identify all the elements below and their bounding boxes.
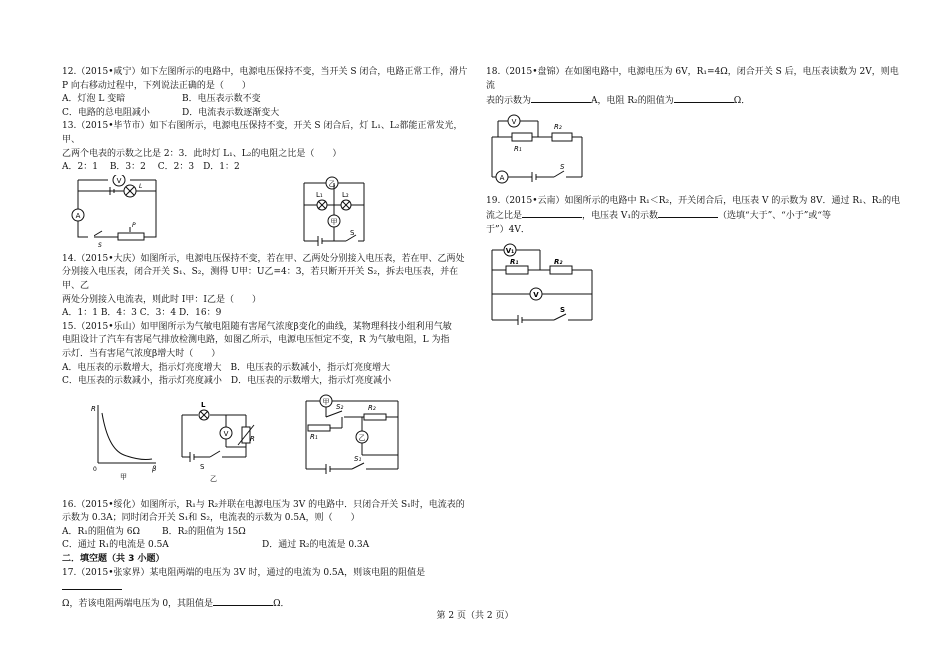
fig13-circuit xyxy=(284,175,384,251)
q15-stem-line3: 示灯．当有害尾气浓度β增大时（ ） xyxy=(62,348,221,359)
fig15b-label-l: L xyxy=(201,400,206,409)
fig19-label-s: S xyxy=(560,305,566,314)
fig14-label-r2: R₂ xyxy=(368,403,376,412)
q19-stem-text3: （选填“大于”、“小于”或“等 xyxy=(717,211,831,222)
fig14-circuit xyxy=(302,393,406,477)
q18-stem-text2: A，电阻 R₂的阻值为 xyxy=(591,96,674,107)
fig14-label-s1: S₁ xyxy=(354,454,362,463)
fig15-caption-jia: 甲 xyxy=(120,472,127,481)
q15-stem-line1: 15.（2015•乐山）如甲图所示为气敏电阻随有害尾气浓度β变化的曲线，某物理科技小组利用气敏 xyxy=(62,321,452,332)
q17-answer-blank2[interactable] xyxy=(213,596,273,606)
q16-stem-line1: 16.（2015•绥化）如图所示，R₁与 R₂并联在电源电压为 3V 的电路中．只闭合开关 S₁时，电流表的 xyxy=(62,499,465,510)
q12-option-d: D．电流表示数逐渐变大 xyxy=(182,107,280,118)
q18-stem-text3: Ω． xyxy=(733,96,751,107)
q16-option-a: A．R₁的阻值为 6Ω xyxy=(62,526,140,537)
q19-stem-text1: 流之比是 xyxy=(486,211,523,222)
fig18-label-r1: R₁ xyxy=(514,144,522,153)
q16-option-d: D．通过 R₂的电流是 0.3A xyxy=(262,540,370,551)
q16-option-b: B．R₂的阻值为 15Ω xyxy=(162,526,246,537)
q13-stem-line2: 乙两个电表的示数之比是 2：3．此时灯 L₁、L₂的电阻之比是（ ） xyxy=(62,148,342,159)
left-column xyxy=(62,66,472,611)
q18-answer-blank1[interactable] xyxy=(531,93,591,103)
q12-option-a: A．灯泡 L 变暗 xyxy=(62,94,126,105)
page-footer: 第 2 页（共 2 页） xyxy=(436,611,514,621)
q19-stem-line3: 于”）4V． xyxy=(486,224,530,235)
figures-12-13 xyxy=(62,175,472,253)
q19-answer-blank2[interactable] xyxy=(658,208,718,218)
fig18-label-a: A xyxy=(499,173,505,182)
q17-stem-line1 xyxy=(62,567,472,596)
q14-stem-line1: 14.（2015•大庆）如图所示，电源电压保持不变，若在甲、乙两处分别接入电压表，若在甲、乙两处 xyxy=(62,253,465,264)
fig15-graph-jia xyxy=(90,401,162,481)
q12-stem-line2: P 向右移动过程中，下列说法正确的是（ ） xyxy=(62,80,251,91)
fig15-label-origin: 0 xyxy=(93,465,97,473)
q18-stem-line1: 18.（2015•盘锦）在如图电路中，电源电压为 6V，R₁=4Ω，闭合开关 S 后，电压表读数为 2V，则电流 xyxy=(486,67,899,91)
fig12-label-a: A xyxy=(75,211,81,220)
fig12-circuit xyxy=(70,175,170,251)
q16-options-ab xyxy=(62,526,472,540)
q17-stem-text3: Ω． xyxy=(273,598,290,609)
q15-options-ab: A．电压表的示数增大，指示灯亮度增大 B．电压表的示数减小，指示灯亮度增大 xyxy=(62,362,391,373)
q12-option-b: B．电压表示数不变 xyxy=(182,94,261,105)
q12-stem-line1: 12.（2015•咸宁）如下左图所示的电路中，电源电压保持不变，当开关 S 闭合，电路正常工作，滑片 xyxy=(62,67,468,77)
q12-options-cd xyxy=(62,107,472,121)
fig12-label-p: P xyxy=(132,221,136,229)
q17-answer-blank1[interactable] xyxy=(62,580,122,590)
fig14-label-yi: 乙 xyxy=(358,433,366,442)
q16-option-c: C．通过 R₁的电流是 0.5A xyxy=(62,540,169,551)
figures-15-14 xyxy=(62,389,472,499)
right-column xyxy=(486,66,906,326)
q12-option-c: C．电路的总电阻减小 xyxy=(62,107,150,118)
fig15-label-r: R xyxy=(91,404,96,413)
section-fill-in-title: 二．填空题（共 3 小题） xyxy=(62,554,165,565)
fig14-label-jia: 甲 xyxy=(322,397,330,406)
q13-options: A．2：1 B．3：2 C．2：3 D．1：2 xyxy=(62,162,240,173)
q16-options-cd xyxy=(62,539,472,553)
q18-stem-line2 xyxy=(486,93,906,109)
q19-answer-blank1[interactable] xyxy=(522,208,582,218)
q13-stem-line1: 13.（2015•毕节市）如下右图所示，电源电压保持不变，开关 S 闭合后，灯 L₁、L₂都能正常发光，甲、 xyxy=(62,121,463,145)
fig15b-label-s: S xyxy=(200,462,205,471)
fig13-label-jia: 甲 xyxy=(330,217,338,226)
q14-stem-line3: 两处分别接入电流表，则此时 I甲：I乙是（ ） xyxy=(62,294,261,305)
fig14-label-r1: R₁ xyxy=(310,432,318,441)
fig15-circuit-yi xyxy=(176,397,256,483)
fig12-label-v: V xyxy=(116,176,122,185)
fig12-label-l: L xyxy=(139,182,143,190)
q12-options-ab xyxy=(62,93,472,107)
fig19-label-v1: V₁ xyxy=(505,246,515,255)
fig18-circuit xyxy=(488,113,588,185)
fig19-label-v: V xyxy=(533,290,539,299)
fig13-label-l2: L₂ xyxy=(342,190,349,199)
fig19-circuit xyxy=(488,240,598,326)
q18-answer-blank2[interactable] xyxy=(674,93,734,103)
q17-stem-text1: 17.（2015•张家界）某电阻两端的电压为 3V 时，通过的电流为 0.5A，则该电阻的阻值是 xyxy=(62,567,426,578)
q19-stem-line1: 19.（2015•云南）如图所示的电路中 R₁＜R₂，开关闭合后，电压表 V 的示数为 8V．通过 R₁、R₂的电 xyxy=(486,195,901,206)
q15-stem-line2: 电阻设计了汽车有害尾气排放检测电路，如图乙所示，电源电压恒定不变，R 为气敏电阻，L 为指 xyxy=(62,335,450,346)
fig13-label-s: S xyxy=(350,228,355,237)
q14-stem-line2: 分别接入电压表，闭合开关 S₁、S₂，测得 U甲：U乙=4：3，若只断开开关 S₂，拆去电压表，并在甲、乙 xyxy=(62,267,459,291)
fig13-label-yi: 乙 xyxy=(328,179,336,188)
q18-stem-text1: 表的示数为 xyxy=(486,96,532,107)
fig18-label-r2: R₂ xyxy=(554,122,562,131)
fig15b-label-v: V xyxy=(223,429,229,438)
fig19-label-r1: R₁ xyxy=(510,257,519,266)
fig18-label-s: S xyxy=(560,162,565,171)
fig15-caption-yi: 乙 xyxy=(210,474,217,483)
fig15b-label-r: R xyxy=(250,434,255,443)
fig13-label-l1: L₁ xyxy=(316,190,323,199)
q15-options-cd: C．电压表的示数减小，指示灯亮度减小 D．电压表的示数增大，指示灯亮度减小 xyxy=(62,376,392,387)
fig18-label-v: V xyxy=(511,117,517,126)
q17-stem-text2: Ω，若该电阻两端电压为 0，其阻值是 xyxy=(62,598,214,609)
fig14-label-s2: S₂ xyxy=(336,402,344,411)
fig15-label-beta: β xyxy=(152,464,157,473)
q19-stem-text2: ，电压表 V₁的示数 xyxy=(582,211,658,222)
q14-options: A．1：1 B．4：3 C．3：4 D．16：9 xyxy=(62,308,222,319)
fig12-label-s: S xyxy=(98,241,102,249)
q16-stem-line2: 示数为 0.3A；同时闭合开关 S₁和 S₂，电流表的示数为 0.5A，则（ ） xyxy=(62,513,360,524)
fig19-label-r2: R₂ xyxy=(554,257,563,266)
q19-stem-line2 xyxy=(486,208,906,224)
